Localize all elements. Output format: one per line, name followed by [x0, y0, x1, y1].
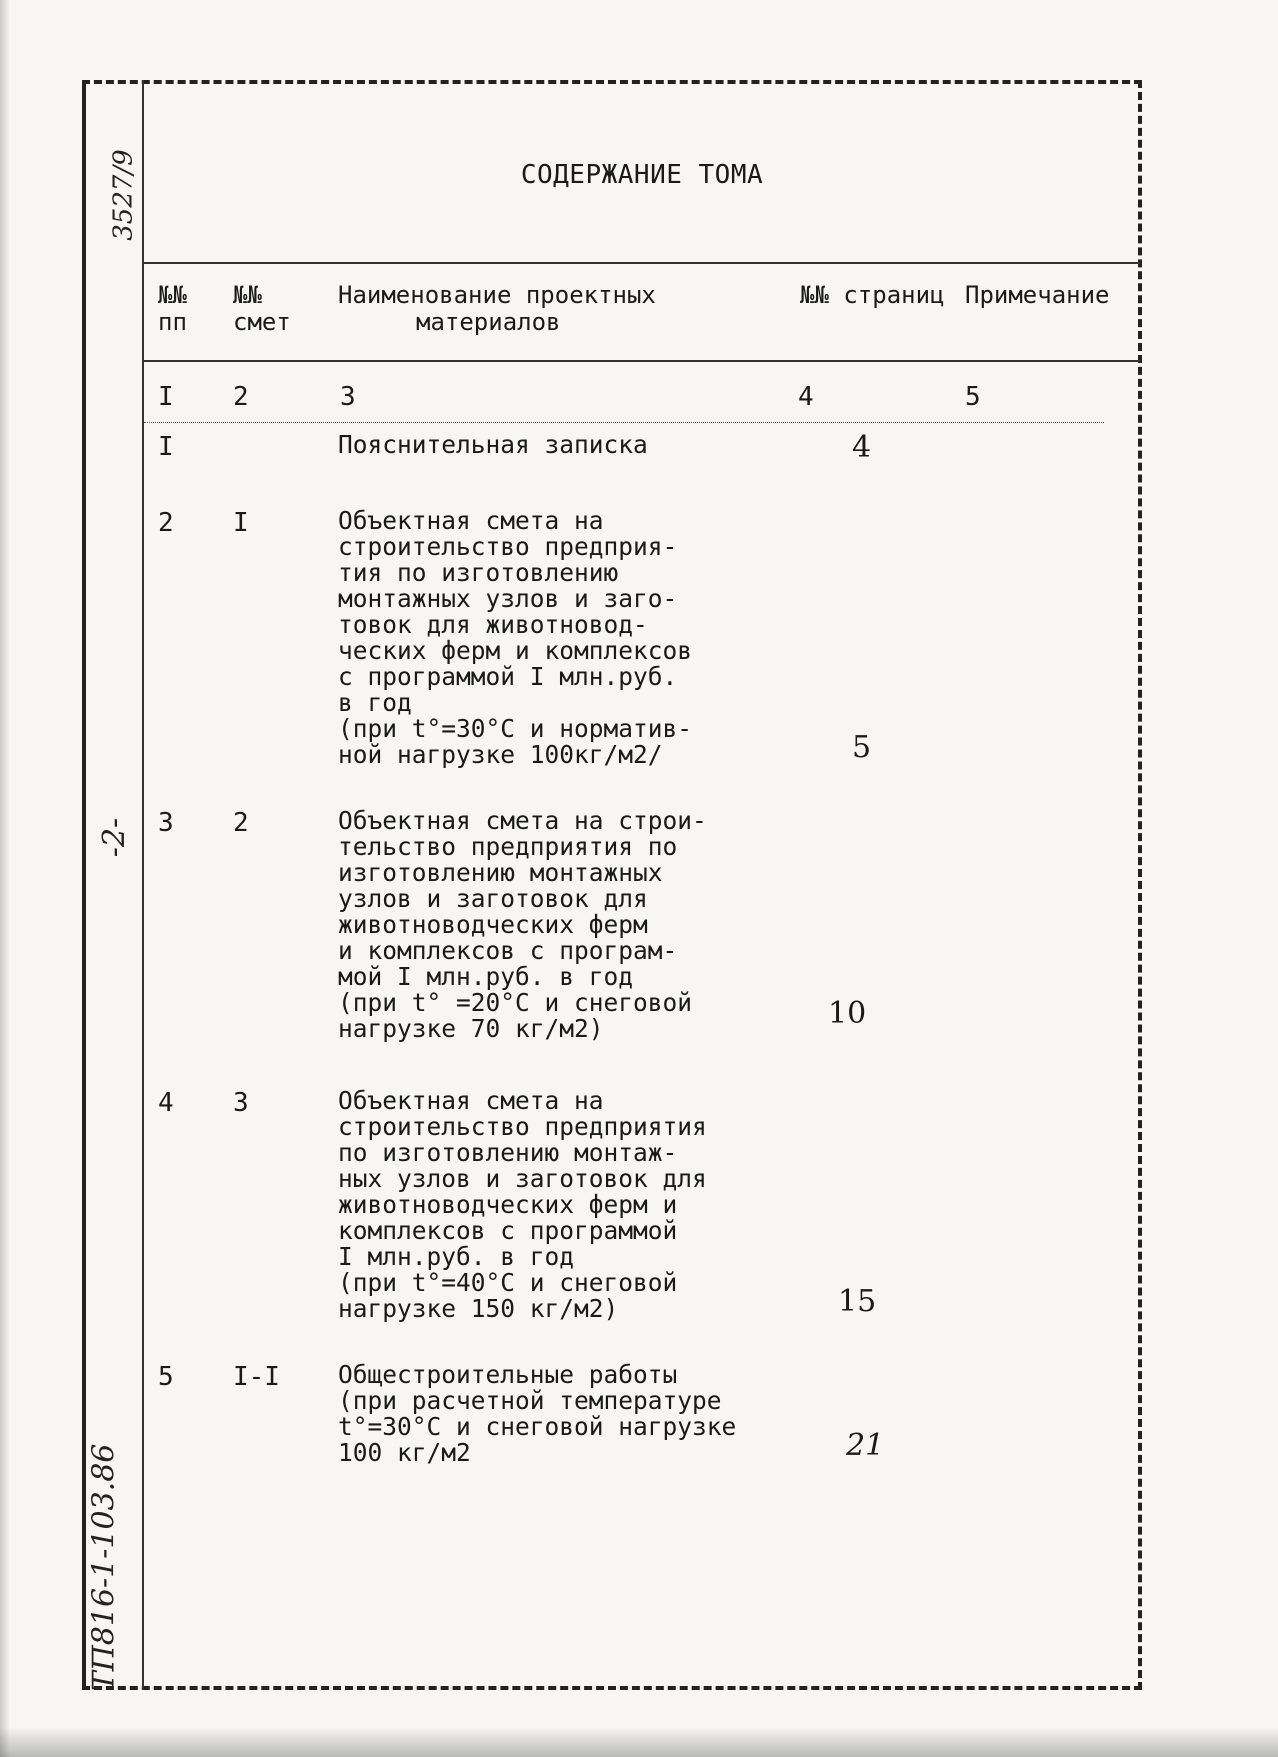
row-estimate: 3: [233, 1088, 249, 1118]
margin-strip-line: [142, 80, 144, 1690]
scan-left-edge: [0, 0, 10, 1757]
column-number-4: 4: [798, 382, 814, 412]
header-estimate-line1: №№: [233, 281, 262, 309]
row-name: Пояснительная записка: [338, 430, 648, 459]
scan-bottom-edge: [0, 1727, 1278, 1757]
header-name-line1: Наименование проектных: [338, 281, 656, 309]
row-number: I: [158, 432, 174, 462]
header-item-number-line1: №№: [158, 281, 187, 309]
column-number-5: 5: [965, 382, 981, 412]
row-estimate: I-I: [233, 1362, 280, 1392]
row-name: Объектная смета на строи- тельство предприятия по изготовлению монтажных узлов и заготовок для животноводческих ферм и комплексов с програм- мой I млн.руб. в год (при t° =20°С и снеговой нагрузке 70 кг/м2): [338, 806, 707, 1043]
column-number-3: 3: [340, 382, 356, 412]
side-page-number: -2-: [97, 817, 133, 858]
row-page: 4: [852, 430, 872, 465]
header-top-rule: [144, 262, 1140, 264]
row-number: 3: [158, 808, 174, 838]
row-page: 15: [838, 1284, 877, 1319]
side-document-code: ТП816-1-103.86: [86, 1443, 122, 1692]
row-number: 2: [158, 508, 174, 538]
column-number-1: I: [158, 382, 174, 412]
row-page: 10: [828, 996, 867, 1031]
header-item-number-line2: пп: [158, 308, 187, 336]
column-number-2: 2: [233, 382, 249, 412]
row-number: 5: [158, 1362, 174, 1392]
header-name-line2: материалов: [416, 308, 561, 336]
row-name: Общестроительные работы (при расчетной температуре t°=30°С и снеговой нагрузке 100 кг/м2: [338, 1360, 737, 1467]
row-page: 21: [846, 1428, 885, 1463]
header-pages: №№ страниц: [800, 281, 945, 309]
column-numbers-rule: [144, 422, 1104, 423]
row-estimate: I: [233, 508, 249, 538]
header-material-name: [338, 282, 656, 336]
header-note: Примечание: [965, 281, 1110, 309]
row-number: 4: [158, 1088, 174, 1118]
header-estimate-number: [233, 282, 291, 336]
header-item-number: [158, 282, 187, 336]
header-estimate-line2: смет: [233, 308, 291, 336]
row-page: 5: [852, 730, 872, 765]
page-title: СОДЕРЖАНИЕ ТОМА: [520, 160, 764, 190]
row-name: Объектная смета на строительство предприятия по изготовлению монтаж- ных узлов и заготовок для животноводческих ферм и комплексов с программой I млн.руб. в год (при t°=40°С и снеговой нагрузке 150 кг/м2): [338, 1086, 707, 1323]
row-name: Объектная смета на строительство предприя- тия по изготовлению монтажных узлов и заго- товок для животновод- ческих ферм и комплексов с программой I млн.руб. в год (при t°=30°С и норматив- ной нагрузке 100кг/м2/: [338, 506, 693, 769]
side-code-top: 3527/9: [108, 149, 139, 241]
header-bottom-rule: [144, 360, 1140, 362]
row-estimate: 2: [233, 808, 249, 838]
